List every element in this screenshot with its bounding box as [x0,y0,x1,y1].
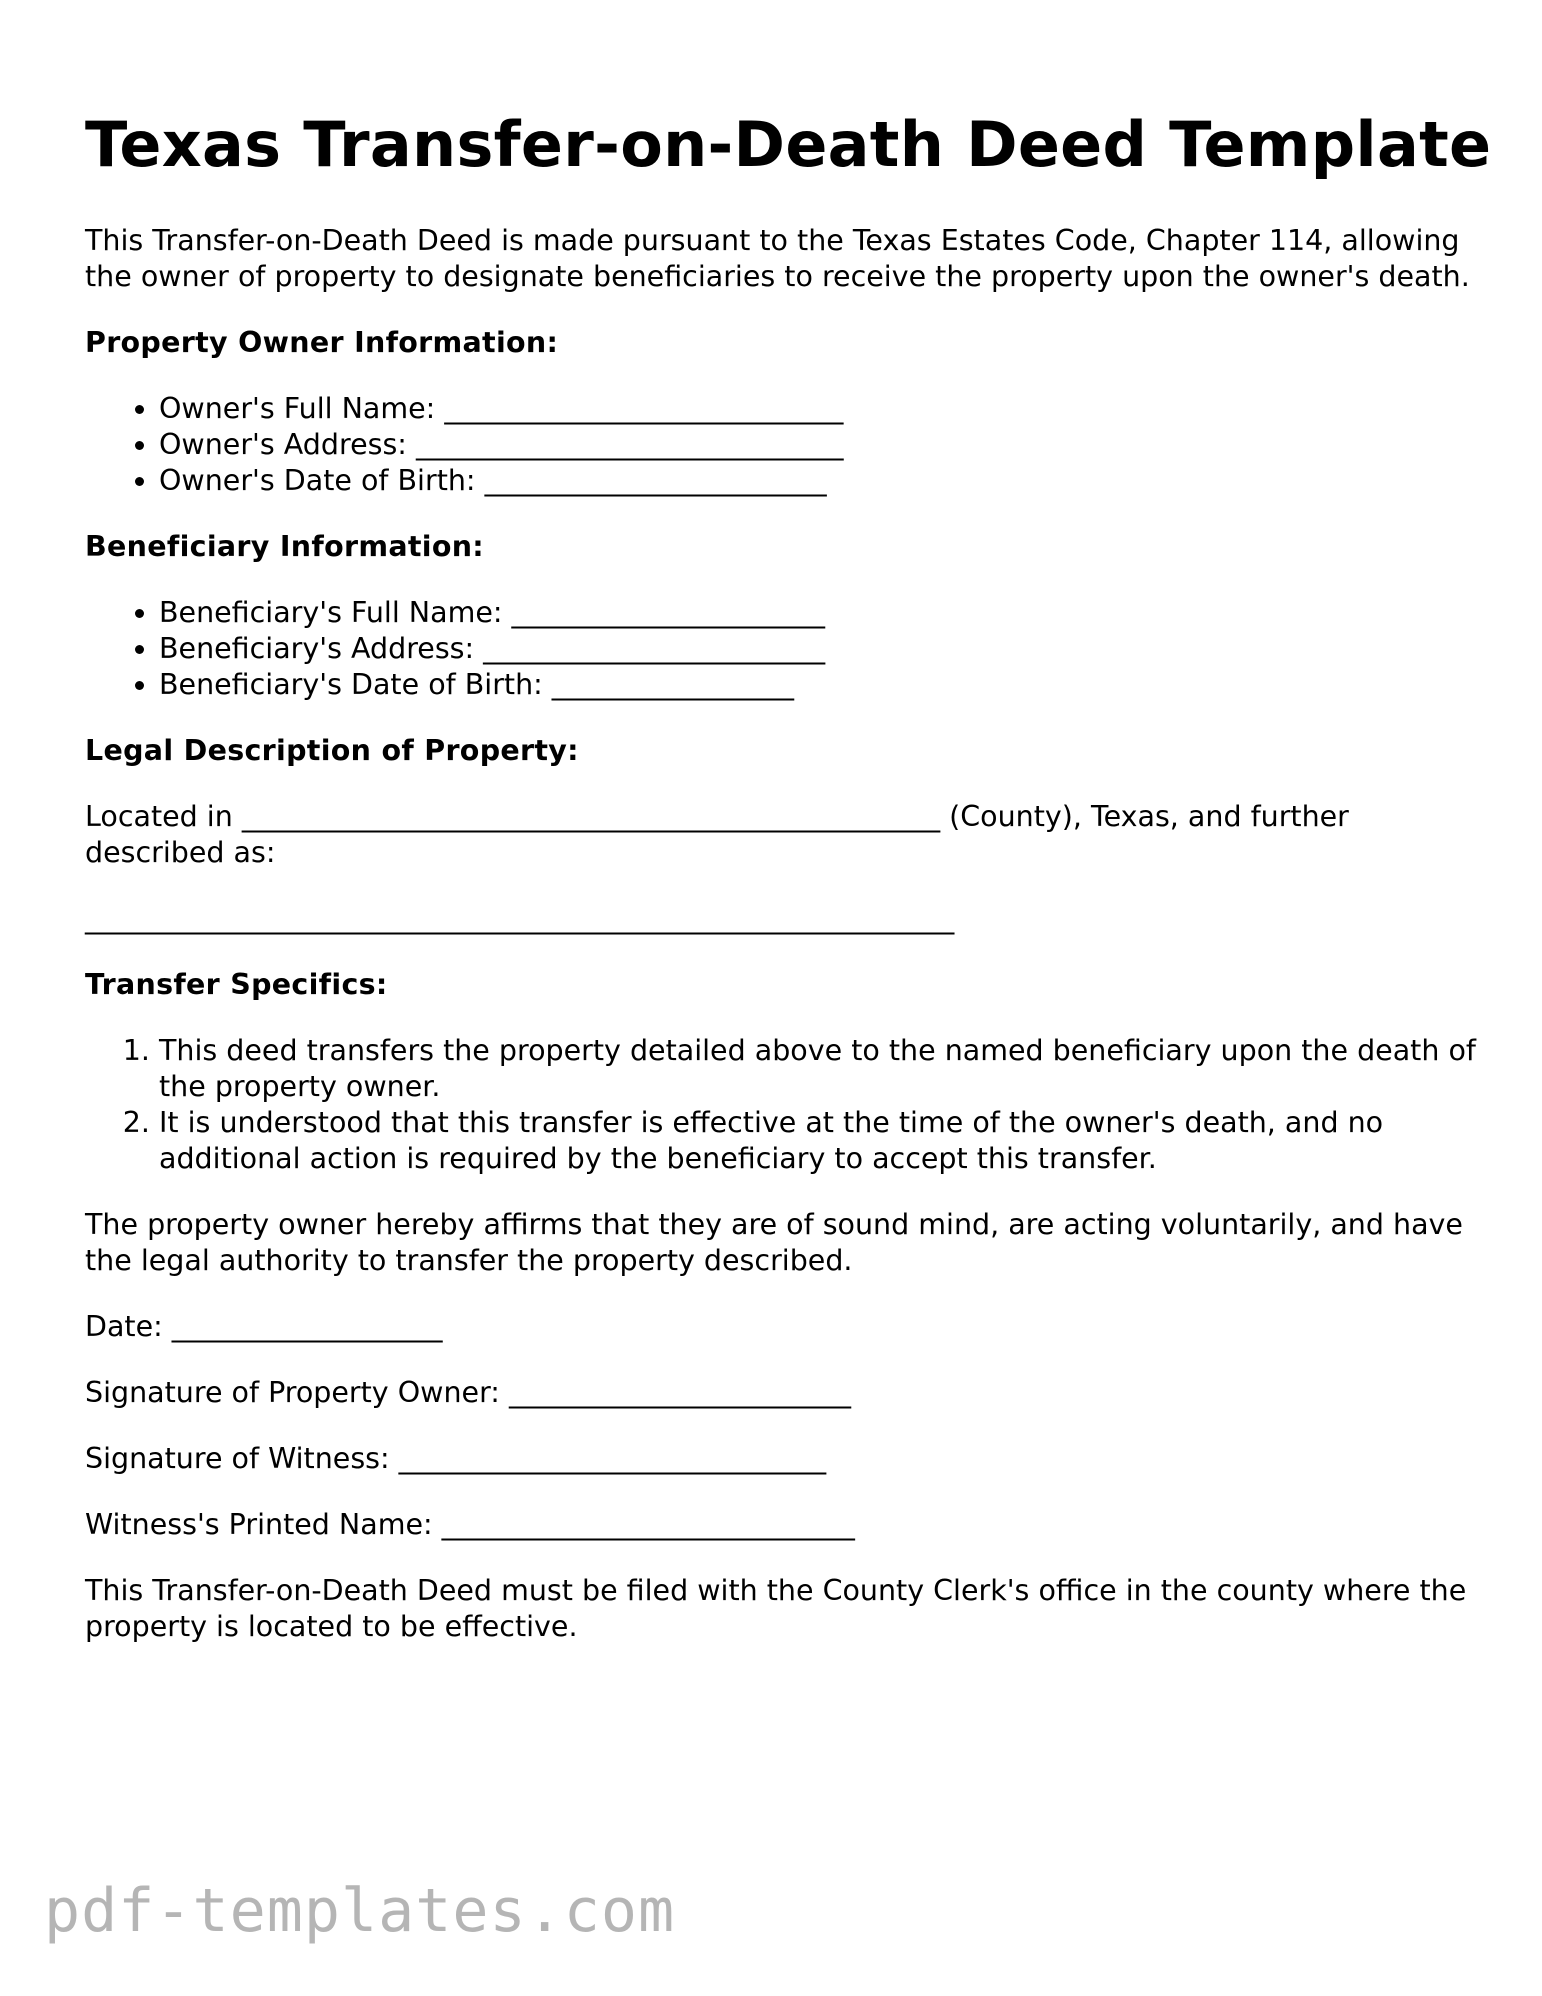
beneficiary-info-list [85,595,1485,703]
document-page [85,105,1492,1675]
filing-note-paragraph: This Transfer-on-Death Deed must be filed with the County Clerk's office in the county where the property is located to be effective. [85,1574,1467,1643]
beneficiary-full-name-field: • Beneficiary's Full Name: ______________________ [159,595,1485,631]
transfer-specifics-list [85,1033,1485,1177]
transfer-item-2: 2. It is understood that this transfer is effective at the time of the owner's death, and no additional action is required by the beneficiary to accept this transfer. [159,1105,1485,1177]
witness-signature-field: Signature of Witness: ______________________________ [85,1442,827,1475]
owner-signature-field: Signature of Property Owner: ________________________ [85,1376,851,1409]
owner-full-name-field: • Owner's Full Name: ____________________________ [159,391,1485,427]
intro-paragraph: This Transfer-on-Death Deed is made pursuant to the Texas Estates Code, Chapter 114, allowing the owner of property to designate beneficiaries to receive the property upon the owner's death. [85,224,1470,293]
owner-section-heading: Property Owner Information: [85,326,559,359]
affirmation-paragraph: The property owner hereby affirms that they are of sound mind, are acting voluntarily, and have the legal authority to transfer the property described. [85,1208,1463,1277]
property-description-line: _____________________________________________________________ [85,902,955,935]
owner-info-list [85,391,1485,499]
transfer-item-1: 1. This deed transfers the property detailed above to the named beneficiary upon the death of the property owner. [159,1033,1485,1105]
beneficiary-dob-field: • Beneficiary's Date of Birth: _________________ [159,667,1485,703]
owner-address-field: • Owner's Address: ______________________________ [159,427,1485,463]
document-title: Texas Transfer-on-Death Deed Template [85,108,1492,181]
watermark-text: pdf-templates.com [44,1876,676,1946]
beneficiary-section-heading: Beneficiary Information: [85,530,485,563]
date-field: Date: ___________________ [85,1310,443,1343]
transfer-specifics-heading: Transfer Specifics: [85,968,388,1001]
located-in-paragraph: Located in _________________________________________________ (County), Texas, and further described as: [85,800,1349,869]
owner-dob-field: • Owner's Date of Birth: ________________________ [159,463,1485,499]
legal-description-heading: Legal Description of Property: [85,734,579,767]
witness-printed-name-field: Witness's Printed Name: _____________________________ [85,1508,855,1541]
beneficiary-address-field: • Beneficiary's Address: ________________________ [159,631,1485,667]
